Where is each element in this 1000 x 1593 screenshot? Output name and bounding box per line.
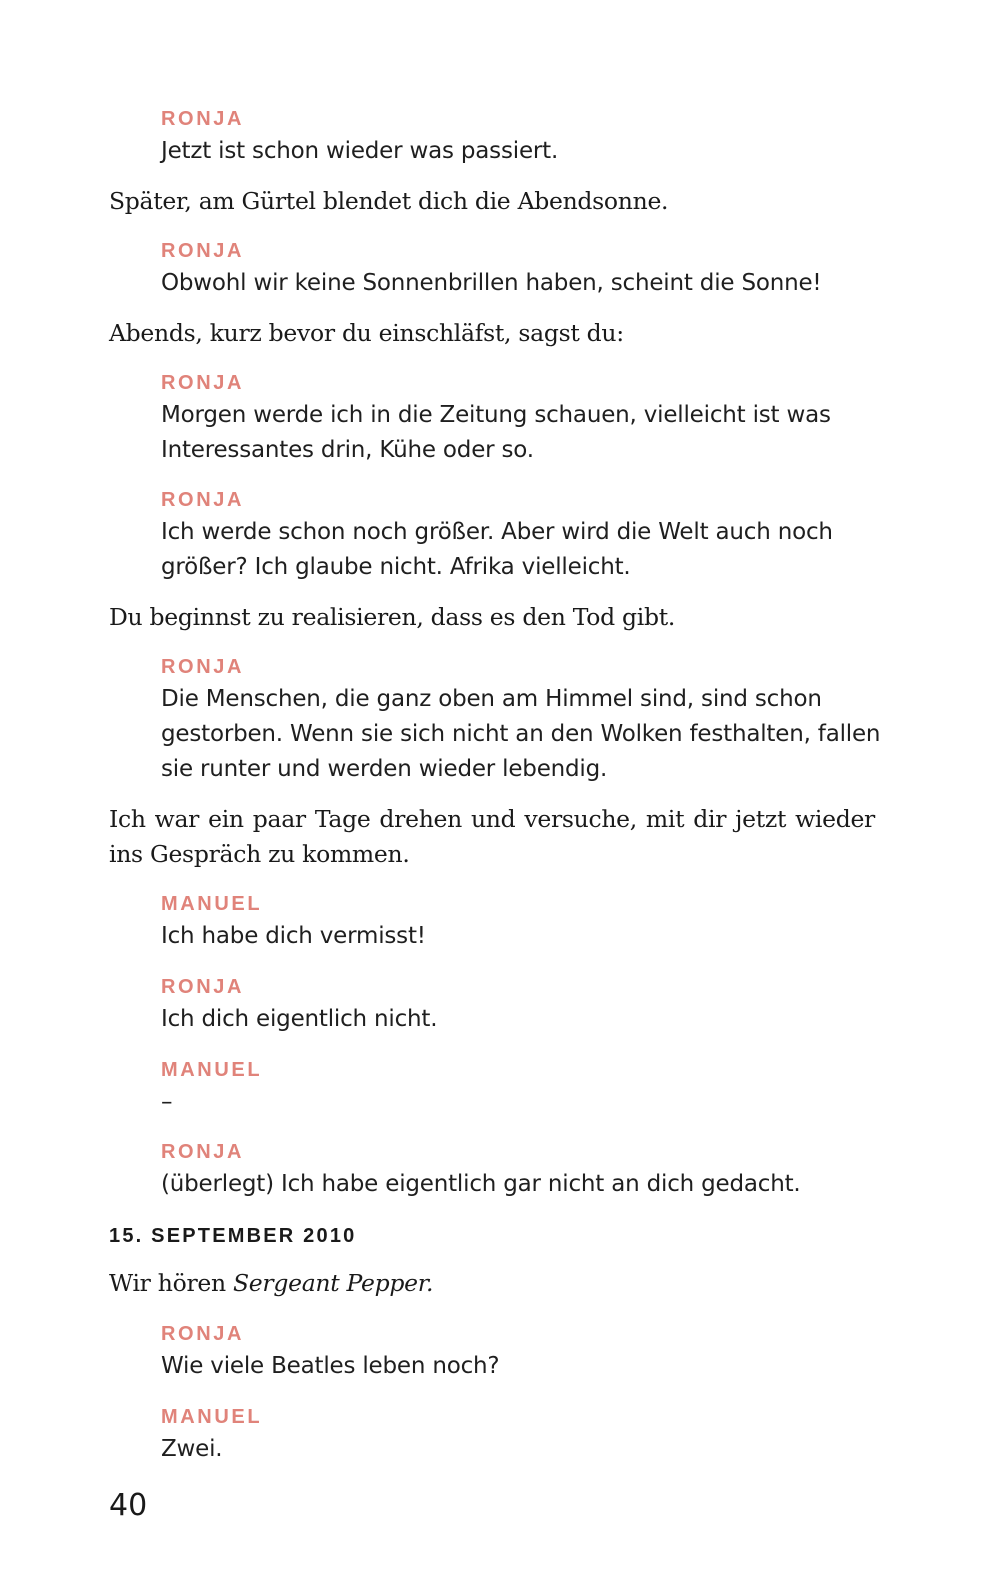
dialogue-line: Zwei.	[161, 1436, 223, 1462]
page-number: 40	[109, 1488, 148, 1523]
speaker-name: RONJA	[161, 1141, 245, 1163]
speaker-name: RONJA	[161, 108, 245, 130]
prose-paragraph: Du beginnst zu realisieren, dass es den Tod gibt.	[109, 603, 676, 631]
speaker-name: RONJA	[161, 240, 245, 262]
dialogue-line: (überlegt) Ich habe eigentlich gar nicht an dich gedacht.	[161, 1171, 801, 1197]
dialogue-line: Die Menschen, die ganz oben am Himmel sind, sind schon	[161, 686, 822, 712]
dialogue-line: Wie viele Beatles leben noch?	[161, 1353, 500, 1379]
dialogue-line: Obwohl wir keine Sonnenbrillen haben, scheint die Sonne!	[161, 270, 822, 296]
prose-paragraph: Ich war ein paar Tage drehen und versuche, mit dir jetzt wieder ins Gespräch zu kommen.	[109, 805, 875, 868]
dialogue-line: Ich werde schon noch größer. Aber wird die Welt auch noch	[161, 519, 833, 545]
prose-paragraph: Abends, kurz bevor du einschläfst, sagst du:	[109, 319, 624, 347]
prose-text: Wir hören	[109, 1269, 233, 1297]
dialogue-line: Morgen werde ich in die Zeitung schauen, vielleicht ist was	[161, 402, 831, 428]
prose-paragraph	[109, 1266, 433, 1301]
speaker-name: RONJA	[161, 489, 245, 511]
dialogue-line: gestorben. Wenn sie sich nicht an den Wolken festhalten, fallen	[161, 721, 881, 747]
speaker-name: MANUEL	[161, 1059, 263, 1081]
dialogue-line: Ich habe dich vermisst!	[161, 923, 426, 949]
speaker-name: RONJA	[161, 656, 245, 678]
speaker-name: MANUEL	[161, 1406, 263, 1428]
dialogue-line: Interessantes drin, Kühe oder so.	[161, 437, 534, 463]
dialogue-line: –	[161, 1089, 173, 1115]
speaker-name: RONJA	[161, 372, 245, 394]
album-title: Sergeant Pepper.	[233, 1269, 434, 1297]
speaker-name: RONJA	[161, 976, 245, 998]
dialogue-line: Ich dich eigentlich nicht.	[161, 1006, 438, 1032]
prose-paragraph: Später, am Gürtel blendet dich die Abendsonne.	[109, 187, 669, 215]
speaker-name: MANUEL	[161, 893, 263, 915]
date-heading: 15. SEPTEMBER 2010	[109, 1225, 357, 1247]
dialogue-line: Jetzt ist schon wieder was passiert.	[161, 138, 559, 164]
dialogue-line: sie runter und werden wieder lebendig.	[161, 756, 608, 782]
dialogue-line: größer? Ich glaube nicht. Afrika vielleicht.	[161, 554, 631, 580]
speaker-name: RONJA	[161, 1323, 245, 1345]
